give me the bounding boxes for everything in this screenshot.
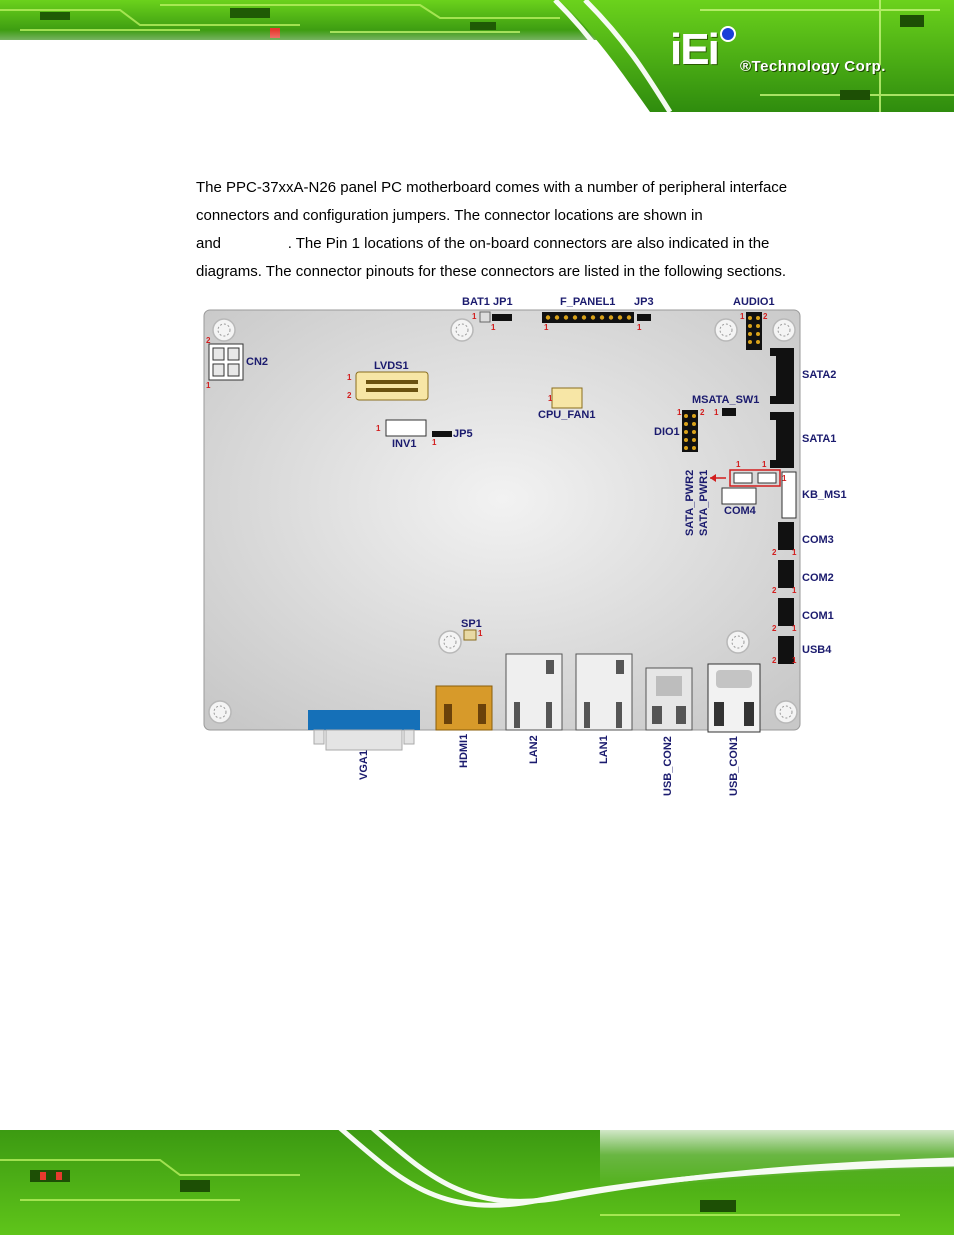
pin-marker: 1: [432, 438, 437, 447]
intro-paragraph: [196, 174, 836, 286]
logo-dot-icon: [720, 26, 736, 42]
label-jp1: JP1: [493, 296, 513, 308]
label-cn2: CN2: [246, 356, 269, 368]
pin-marker: 2: [347, 391, 352, 400]
page-header: [0, 0, 954, 112]
label-com4: COM4: [724, 505, 756, 517]
label-msata-sw1: MSATA_SW1: [692, 394, 760, 406]
company-logo: [670, 25, 930, 86]
label-lan1: LAN1: [598, 735, 610, 764]
pin-marker: 2: [763, 312, 768, 321]
pin-marker: 1: [637, 323, 642, 332]
label-usb-con2: USB_CON2: [662, 736, 674, 796]
pin-marker: 1: [762, 460, 767, 469]
pin-marker: 1: [792, 624, 797, 633]
label-bat1: BAT1: [462, 296, 490, 308]
label-sata-pwr2: SATA_PWR2: [684, 469, 696, 536]
label-usb4: USB4: [802, 644, 832, 656]
label-sp1: SP1: [461, 618, 482, 630]
label-lan2: LAN2: [528, 735, 540, 764]
pin-marker: 1: [677, 408, 682, 417]
pin-marker: 1: [740, 312, 745, 321]
intro-line: connectors and configuration jumpers. The connector locations are shown in: [196, 207, 703, 224]
pin-marker: 1: [736, 460, 741, 469]
logo-text: ®Technology Corp.: [740, 58, 886, 75]
label-lvds1: LVDS1: [374, 360, 409, 372]
pin-marker: 1: [548, 394, 553, 403]
pin-marker: 1: [376, 424, 381, 433]
footer-circuit-banner: [0, 1120, 954, 1235]
intro-line: diagrams. The connector pinouts for these connectors are listed in the following sections.: [196, 263, 787, 280]
page-footer: [0, 1120, 954, 1235]
intro-line: and . The Pin 1 locations of the on-board connectors are also indicated in the: [196, 235, 770, 252]
label-com2: COM2: [802, 572, 834, 584]
label-sata-pwr1: SATA_PWR1: [698, 469, 710, 536]
logo-mark: iEi: [670, 25, 718, 74]
label-com1: COM1: [802, 610, 834, 622]
label-dio1: DIO1: [654, 426, 680, 438]
label-kb-ms1: KB_MS1: [802, 489, 847, 501]
pin-marker: 1: [792, 548, 797, 557]
pin-marker: 2: [700, 408, 705, 417]
pin-marker: 2: [772, 656, 777, 665]
label-inv1: INV1: [392, 438, 417, 450]
label-f-panel1: F_PANEL1: [560, 296, 616, 308]
pin-marker: 1: [544, 323, 549, 332]
pin-marker: 2: [772, 624, 777, 633]
pin-marker: 1: [792, 586, 797, 595]
intro-line: The PPC-37xxA-N26 panel PC motherboard comes with a number of peripheral interface: [196, 179, 788, 196]
label-audio1: AUDIO1: [733, 296, 775, 308]
pin-marker: 1: [206, 381, 211, 390]
pin-marker: 1: [714, 408, 719, 417]
pin-marker: 1: [347, 373, 352, 382]
board-drawing: [196, 292, 856, 802]
pin-marker: 1: [782, 474, 787, 483]
label-com3: COM3: [802, 534, 834, 546]
label-vga1: VGA1: [358, 750, 370, 780]
pin-marker: 2: [772, 586, 777, 595]
label-usb-con1: USB_CON1: [728, 736, 740, 796]
pin-marker: 1: [491, 323, 496, 332]
pin-marker: 1: [792, 656, 797, 665]
label-hdmi1: HDMI1: [458, 733, 470, 768]
label-jp3: JP3: [634, 296, 654, 308]
motherboard-layout-diagram: [196, 292, 856, 802]
pin-marker: 1: [478, 629, 483, 638]
label-sata2: SATA2: [802, 369, 837, 381]
pin-marker: 2: [772, 548, 777, 557]
pin-marker: 1: [472, 312, 477, 321]
label-jp5: JP5: [453, 428, 473, 440]
pin-marker: 2: [206, 336, 211, 345]
label-sata1: SATA1: [802, 433, 837, 445]
label-cpu-fan1: CPU_FAN1: [538, 409, 596, 421]
